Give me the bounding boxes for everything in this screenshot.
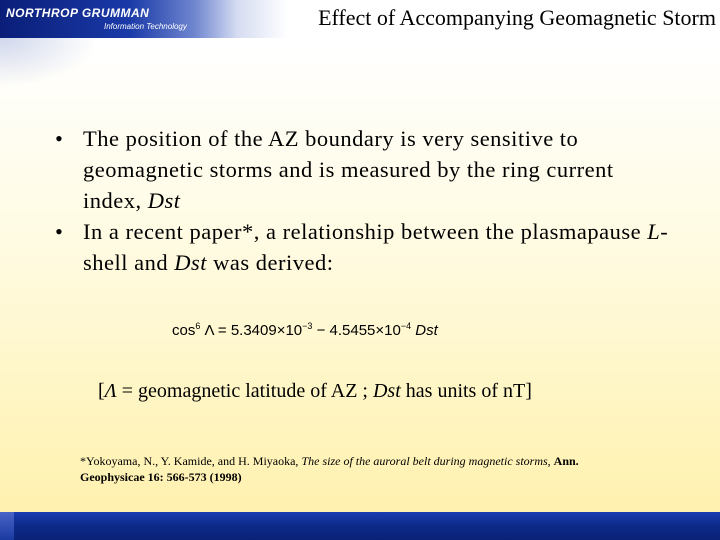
bullet-text-italic: Dst xyxy=(174,250,207,275)
bullet-text: In a recent paper*, a relationship between the plasmapause xyxy=(83,219,648,244)
bullet-item xyxy=(52,216,672,278)
bullet-item xyxy=(52,123,672,216)
equation-dst: Dst xyxy=(411,322,438,339)
bullet-text-italic: L xyxy=(647,219,661,244)
bullet-list xyxy=(52,123,672,278)
bullet-text-italic: Dst xyxy=(147,188,181,213)
footer-accent xyxy=(0,512,14,540)
definition-note xyxy=(98,380,532,403)
footer-bar xyxy=(0,512,720,540)
header-shadow xyxy=(0,38,720,98)
ref-title: The size of the auroral belt during magnetic storms xyxy=(301,454,548,468)
bullet-marker: • xyxy=(55,219,64,244)
note-bracket: [ xyxy=(98,380,105,402)
company-logo xyxy=(6,6,206,36)
equation xyxy=(172,321,438,339)
equation-lhs-exponent: 6 xyxy=(195,321,201,331)
note-text: has units of nT] xyxy=(400,380,532,402)
equation-mid: − 4.5455×10 xyxy=(312,322,401,339)
slide-title: Effect of Accompanying Geomagnetic Storm xyxy=(318,5,716,30)
equation-lhs: cos xyxy=(172,322,196,339)
bullet-text: -shell and xyxy=(83,219,669,275)
note-dst: Dst xyxy=(372,380,401,402)
ref-authors: *Yokoyama, N., Y. Kamide, and H. Miyaoka, xyxy=(80,454,302,468)
equation-exponent-2: −4 xyxy=(400,321,412,331)
reference-citation xyxy=(80,453,640,485)
logo-main-text: NORTHROP GRUMMAN xyxy=(6,6,150,20)
ref-separator: , xyxy=(547,454,554,468)
bullet-marker: • xyxy=(55,126,64,151)
logo-sub-text: Information Technology xyxy=(104,22,187,31)
equation-var: Λ = 5.3409×10 xyxy=(200,322,303,339)
note-lambda: Λ xyxy=(104,380,117,402)
ref-journal: Ann. Geophysicae 16: 566-573 (1998) xyxy=(80,454,579,484)
note-text: = geomagnetic latitude of AZ ; xyxy=(116,380,373,402)
bullet-text: was derived: xyxy=(207,250,334,275)
bullet-text: The position of the AZ boundary is very sensitive to geomagnetic storms and is measured by the ring current index, xyxy=(83,126,614,213)
equation-exponent-1: −3 xyxy=(302,321,313,331)
